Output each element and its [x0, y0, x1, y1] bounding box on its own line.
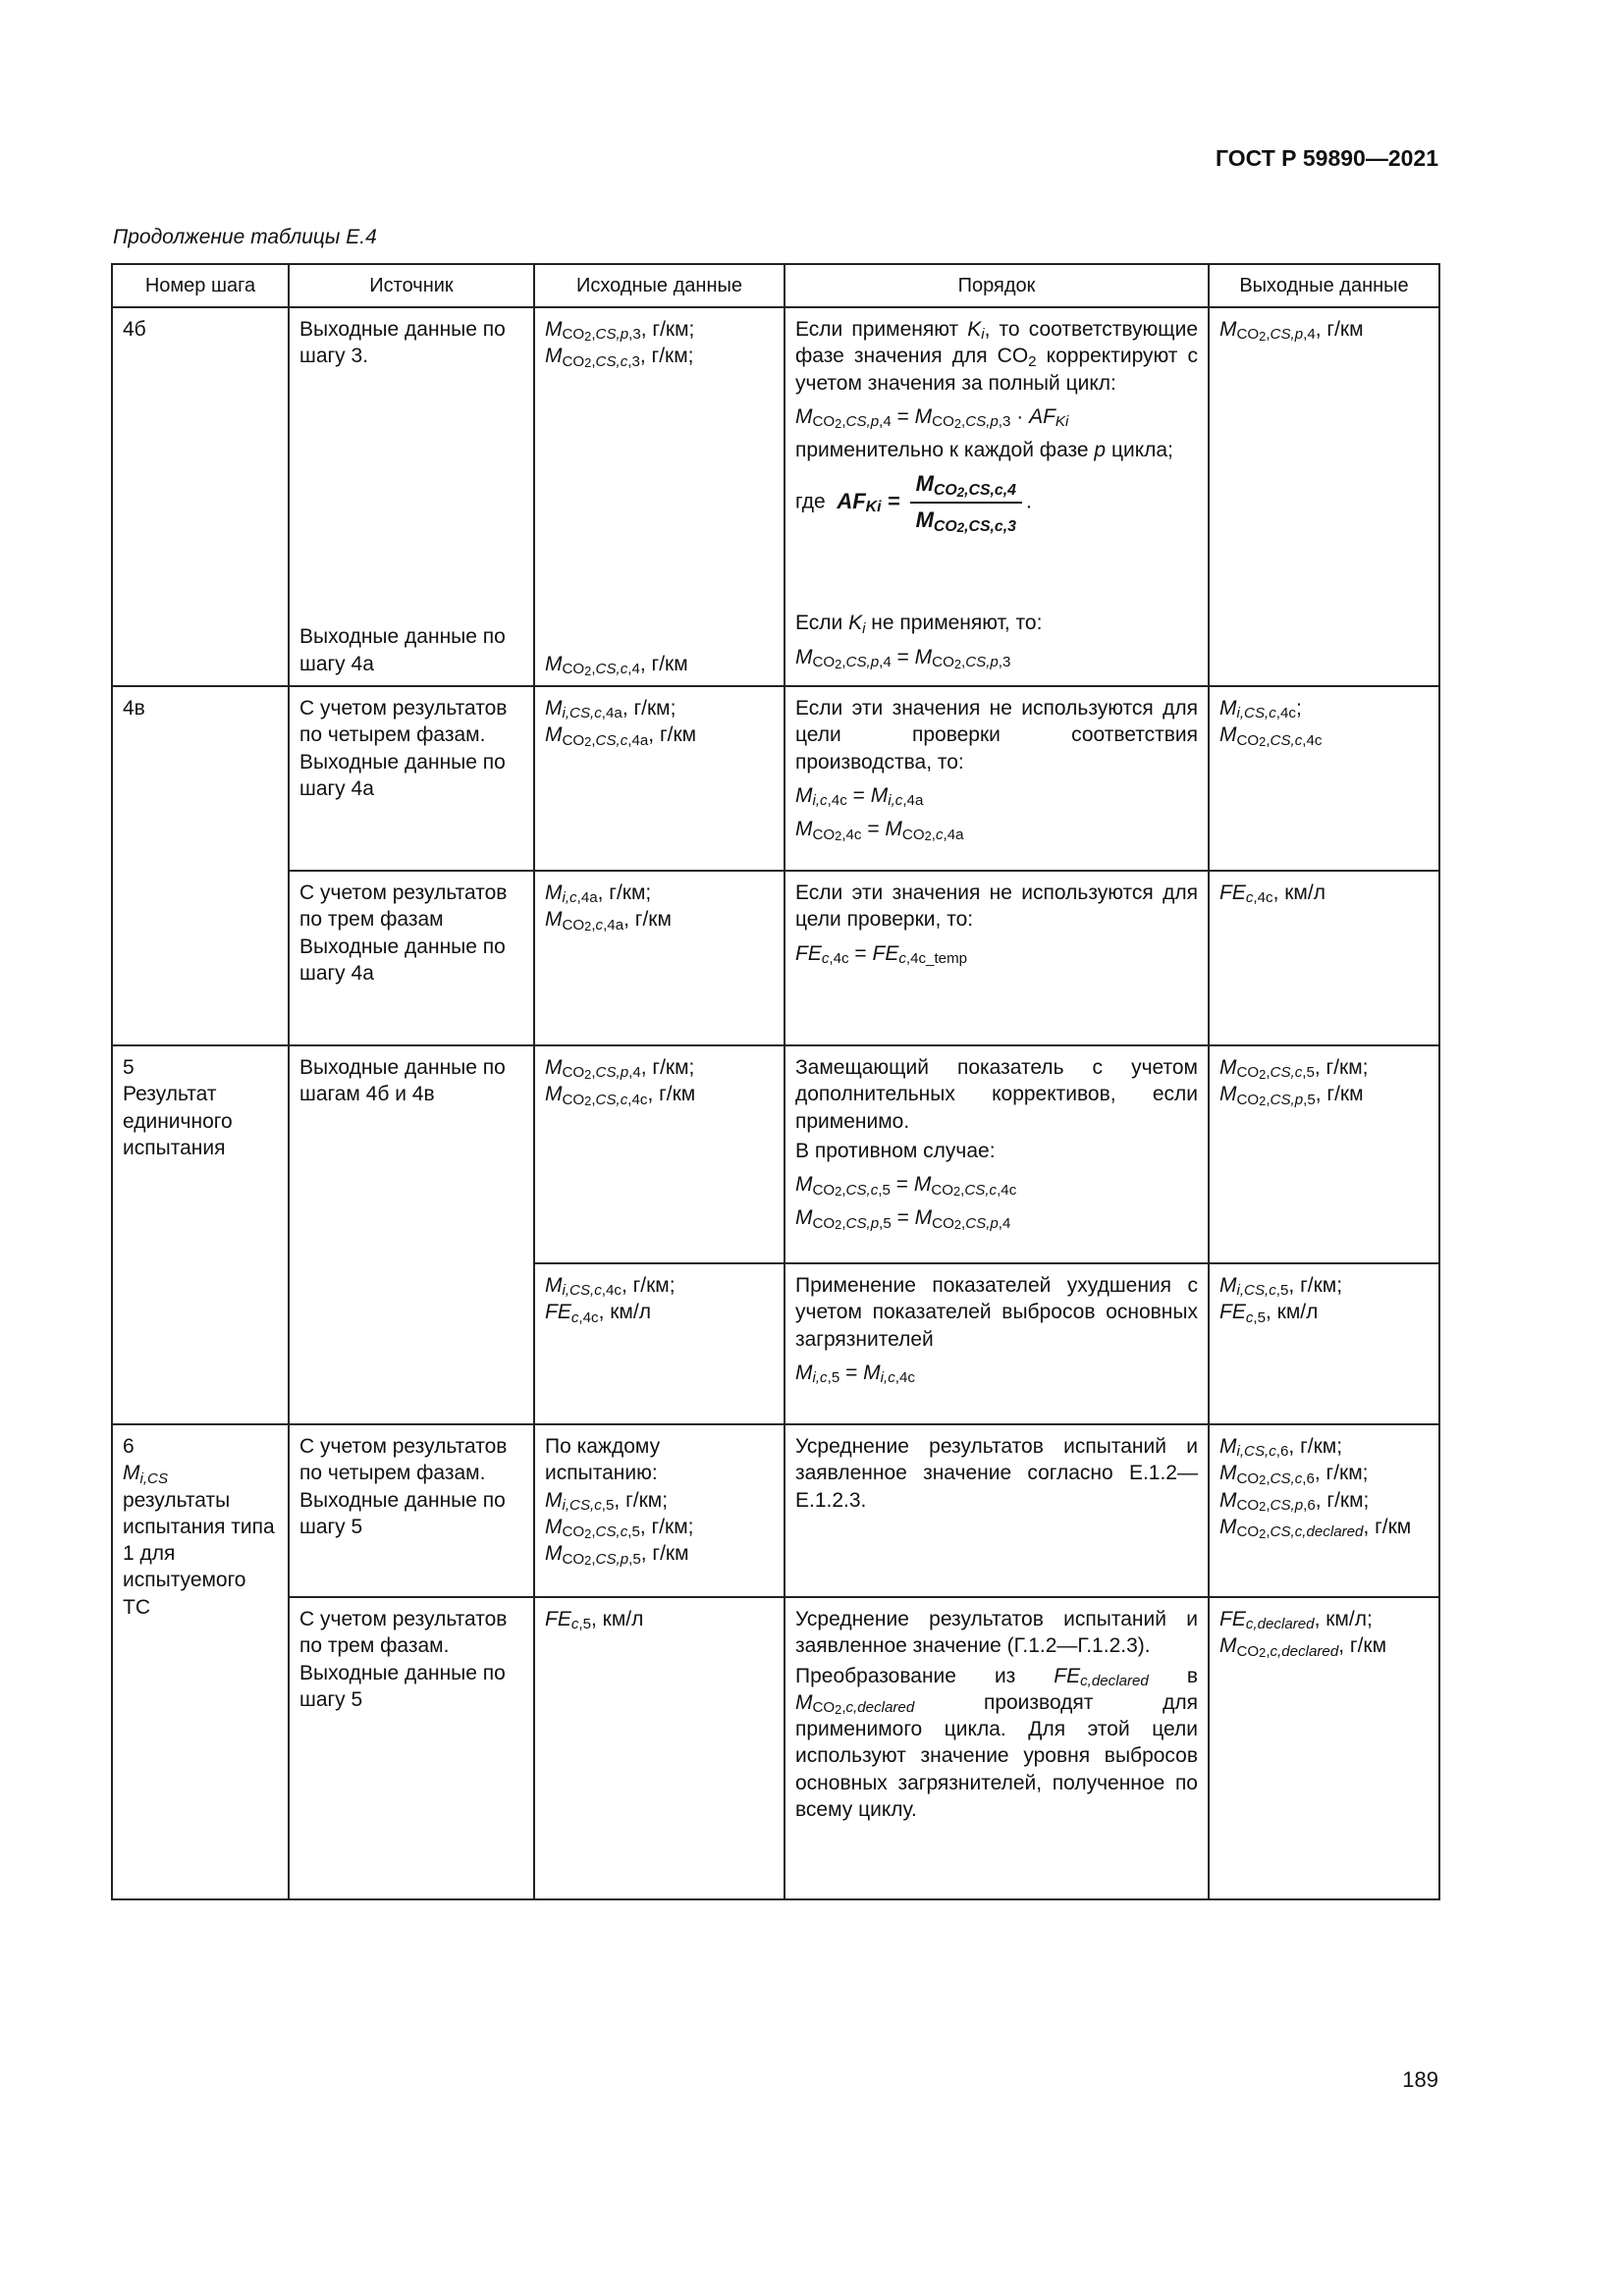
cell-4b-source-wrap	[299, 316, 523, 677]
cell-61-procedure: Усреднение результатов испытаний и заявленное значение согласно Е.1.2—Е.1.2.3.	[784, 1424, 1209, 1597]
row-4v-sub2	[112, 871, 1439, 1045]
cell-52-procedure: Применение показателей ухудшения с учетом показателей выбросов основных загрязнителей $M_{i,c,5} = M_{i,c,4c}$	[784, 1263, 1209, 1424]
cell-4b-source-top: Выходные данные по шагу 3.	[299, 318, 506, 368]
cell-51-input: $M_{CO_2,CS,p,4}$, г/км; $M_{CO_2,CS,c,4c}$, г/км	[534, 1045, 784, 1263]
cell-4b-input-top: $M_{CO_2,CS,p,3}$, г/км; $M_{CO_2,CS,c,3}$, г/км;	[545, 318, 695, 371]
cell-4v-step: 4в	[112, 686, 289, 1045]
cell-4b-procedure	[784, 307, 1209, 686]
row-4b	[112, 307, 1439, 686]
table-continuation-caption	[113, 226, 377, 249]
cell-62-source: С учетом результатов по трем фазам. Выходные данные по шагу 5	[289, 1597, 534, 1899]
table-header-row	[112, 264, 1439, 307]
cell-4v2-input: $M_{i,c,4а}$, г/км; $M_{CO_2,c,4а}$, г/км	[534, 871, 784, 1045]
cell-4b-source	[289, 307, 534, 686]
cell-52-input: $M_{i,CS,c,4c}$, г/км; $FE_{c,4c}$, км/л	[534, 1263, 784, 1424]
cell-4v1-source: С учетом результатов по четырем фазам. Выходные данные по шагу 4а	[289, 686, 534, 871]
table-e4	[111, 263, 1440, 1900]
row-5-sub1	[112, 1045, 1439, 1263]
cell-4v2-output: $FE_{c,4c}$, км/л	[1209, 871, 1439, 1045]
cell-4v1-procedure: Если эти значения не используются для цели проверки соответствия производства, то: $M_{i,c,4c} = M_{i,c,4a}$ $M_{CO_2,4c} = M_{CO_2,c,4a}$	[784, 686, 1209, 871]
caption-text: Продолжение таблицы Е.4	[113, 226, 377, 248]
cell-5-source: Выходные данные по шагам 4б и 4в	[289, 1045, 534, 1424]
col-header-input-data: Исходные данные	[534, 264, 784, 307]
cell-61-output: $M_{i,CS,c,6}$, г/км; $M_{CO_2,CS,c,6}$, г/км; $M_{CO_2,CS,p,6}$, г/км; $M_{CO_2,CS,c,declared}$, г/км	[1209, 1424, 1439, 1597]
cell-62-output: $FE_{c,declared}$, км/л; $M_{CO_2,c,declared}$, г/км	[1209, 1597, 1439, 1899]
standard-number: ГОСТ Р 59890—2021	[1216, 145, 1438, 171]
page-number	[111, 2067, 1438, 2093]
cell-4b-step: 4б	[112, 307, 289, 686]
cell-4b-procedure-bottom: Если $K_i$ не применяют, то: $M_{CO_2,CS,p,4} = M_{CO_2,CS,p,3}$	[795, 612, 1043, 671]
cell-61-input: По каждому испытанию: $M_{i,CS,c,5}$, г/км; $M_{CO_2,CS,c,5}$, г/км; $M_{CO_2,CS,p,5}$, г/км	[534, 1424, 784, 1597]
cell-62-procedure: Усреднение результатов испытаний и заявленное значение (Г.1.2—Г.1.2.3). Преобразование из $FE_{c,declared}$ в $M_{CO_2,c,declared}$ производят для применимого цикла. Для этой цели используют значение уровня выбросов основных загрязнителей, полученное по всему циклу.	[784, 1597, 1209, 1899]
cell-4b-input-wrap	[545, 316, 774, 677]
cell-4v2-procedure: Если эти значения не используются для цели проверки, то: $FE_{c,4c} = FE_{c,4c\_temp}$	[784, 871, 1209, 1045]
cell-6-step: 6 $M_{i,CS}$ результаты испытания типа 1 для испытуемого ТС	[112, 1424, 289, 1899]
cell-4b-input	[534, 307, 784, 686]
cell-4v2-source: С учетом результатов по трем фазам Выходные данные по шагу 4а	[289, 871, 534, 1045]
col-header-procedure: Порядок	[784, 264, 1209, 307]
row-6-sub2	[112, 1597, 1439, 1899]
row-4v-sub1	[112, 686, 1439, 871]
cell-61-source: С учетом результатов по четырем фазам. Выходные данные по шагу 5	[289, 1424, 534, 1597]
col-header-output-data: Выходные данные	[1209, 264, 1439, 307]
col-header-step-number: Номер шага	[112, 264, 289, 307]
cell-4b-procedure-wrap	[795, 316, 1198, 677]
cell-5-step: 5 Результат единичного испытания	[112, 1045, 289, 1424]
cell-4b-source-bottom: Выходные данные по шагу 4а	[299, 625, 506, 675]
row-6-sub1	[112, 1424, 1439, 1597]
cell-4b-procedure-top: Если применяют $K_i$, то соответствующие фазе значения для $CO_2$ корректируют с учетом значения за полный цикл: $M_{CO_2,CS,p,4} = M_{CO_2,CS,p,3} \cdot AF_{Ki}$ применительно к каждой фазе p цикла; где $AF_{Ki}$ = $\frac{M_{CO_2,CS,c,4}}{M_{CO_2,CS,c,3}}$ .	[795, 318, 1198, 536]
cell-51-procedure: Замещающий показатель с учетом дополнительных коррективов, если применимо. В противном случае: $M_{CO_2,CS,c,5} = M_{CO_2,CS,c,4c}$ $M_{CO_2,CS,p,5} = M_{CO_2,CS,p,4}$	[784, 1045, 1209, 1263]
cell-4b-output: $M_{CO_2,CS,p,4}$, г/км	[1209, 307, 1439, 686]
cell-62-input: $FE_{c,5}$, км/л	[534, 1597, 784, 1899]
doc-header	[111, 145, 1438, 172]
cell-4v1-output: $M_{i,CS,c,4c}$; $M_{CO_2,CS,c,4c}$	[1209, 686, 1439, 871]
page-number-text: 189	[1402, 2067, 1438, 2092]
cell-4v1-input: $M_{i,CS,c,4а}$, г/км; $M_{CO_2,CS,c,4а}$, г/км	[534, 686, 784, 871]
cell-4b-input-bottom: $M_{CO_2,CS,c,4}$, г/км	[545, 652, 688, 678]
cell-51-output: $M_{CO_2,CS,c,5}$, г/км; $M_{CO_2,CS,p,5}$, г/км	[1209, 1045, 1439, 1263]
col-header-source: Источник	[289, 264, 534, 307]
cell-52-output: $M_{i,CS,c,5}$, г/км; $FE_{c,5}$, км/л	[1209, 1263, 1439, 1424]
